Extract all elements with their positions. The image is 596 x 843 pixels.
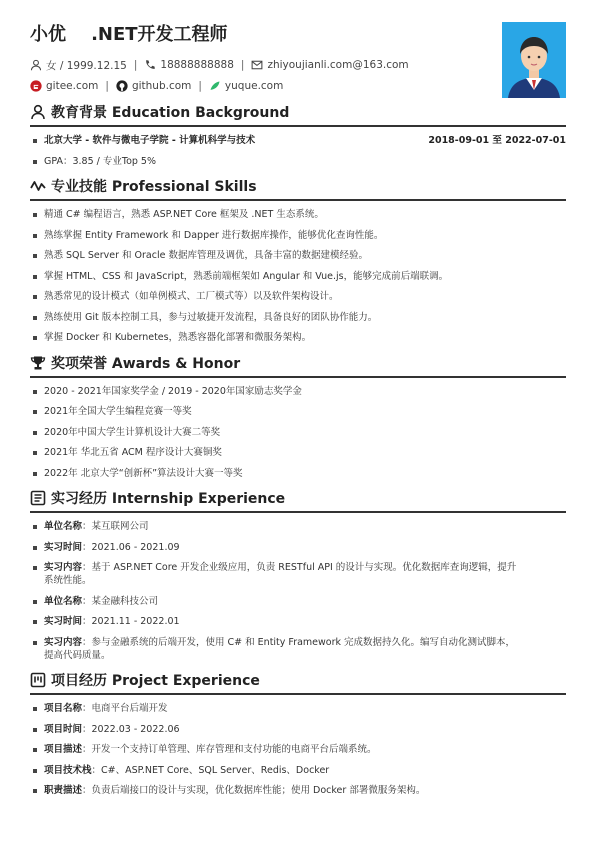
list-item: 2021年 华北五省 ACM 程序设计大赛铜奖: [30, 446, 566, 459]
yuque-link[interactable]: yuque.com: [224, 80, 284, 92]
project-list: [30, 702, 566, 797]
section-internship: [30, 487, 566, 513]
list-item: 实习时间：2021.06 - 2021.09: [30, 541, 566, 554]
section-education: [30, 101, 566, 127]
github-icon: [116, 80, 128, 92]
separator: |: [240, 59, 245, 71]
mail-icon: [251, 59, 263, 71]
skills-list: [30, 208, 566, 344]
list-item: 熟练掌握 Entity Framework 和 Dapper 进行数据库操作，能够优化查询性能。: [30, 229, 566, 242]
education-list: [30, 134, 566, 168]
school-name: 北京大学 - 软件与微电子学院 - 计算机科学与技术: [44, 135, 256, 146]
list-item: 掌握 HTML、CSS 和 JavaScript，熟悉前端框架如 Angular 和 Vue.js，能够完成前后端联调。: [30, 270, 566, 283]
section-skills: [30, 175, 566, 201]
github-link[interactable]: github.com: [131, 80, 192, 92]
list-item: 项目名称：电商平台后端开发: [30, 702, 566, 715]
section-awards: [30, 352, 566, 378]
list-item: [30, 134, 566, 147]
education-date: 2018-09-01 至 2022-07-01: [428, 135, 566, 146]
section-title-text: 专业技能 Professional Skills: [51, 179, 257, 195]
contact-row: [30, 56, 566, 74]
pulse-icon: [30, 178, 46, 194]
list-item: 2022年 北京大学“创新杯”算法设计大赛一等奖: [30, 467, 566, 480]
separator: |: [133, 59, 138, 71]
avatar: [502, 22, 566, 98]
section-project: [30, 669, 566, 695]
list-item: 熟练使用 Git 版本控制工具，参与过敏捷开发流程，具备良好的团队协作能力。: [30, 311, 566, 324]
list-item: 2021年全国大学生编程竞赛一等奖: [30, 405, 566, 418]
user-icon: [30, 104, 46, 120]
list-item: 精通 C# 编程语言，熟悉 ASP.NET Core 框架及 .NET 生态系统。: [30, 208, 566, 221]
section-title-text: 项目经历 Project Experience: [51, 673, 260, 689]
internship-list: [30, 520, 566, 662]
phone-number[interactable]: 18888888888: [160, 59, 234, 71]
separator: |: [105, 80, 109, 92]
list-item: 职责描述：负责后端接口的设计与实现，优化数据库性能；使用 Docker 部署微服务架构。: [30, 784, 566, 797]
list-item: 2020 - 2021年国家奖学金 / 2019 - 2020年国家励志奖学金: [30, 385, 566, 398]
section-title-text: 教育背景 Education Background: [51, 105, 290, 121]
user-icon: [30, 59, 42, 71]
list-item: 熟悉常见的设计模式（如单例模式、工厂模式等）以及软件架构设计。: [30, 290, 566, 303]
gender-birth: 女 / 1999.12.15: [46, 59, 127, 72]
separator: |: [198, 80, 202, 92]
list-item: 实习内容：参与金融系统的后端开发，使用 C# 和 Entity Framework 完成数据持久化。编写自动化测试脚本， 提高代码质量。: [30, 636, 566, 662]
list-item: 掌握 Docker 和 Kubernetes，熟悉容器化部署和微服务架构。: [30, 331, 566, 344]
page-title: 小优 .NET开发工程师: [30, 24, 228, 45]
section-title-text: 实习经历 Internship Experience: [51, 491, 286, 507]
list-item: 实习时间：2021.11 - 2022.01: [30, 615, 566, 628]
awards-list: [30, 385, 566, 480]
kanban-icon: [30, 672, 46, 688]
list-item: 实习内容：基于 ASP.NET Core 开发企业级应用，负责 RESTful API 的设计与实现。优化数据库查询逻辑，提升 系统性能。: [30, 561, 566, 587]
email-link[interactable]: zhiyoujianli.com@163.com: [267, 59, 409, 71]
links-row: [30, 77, 566, 95]
list-item: GPA：3.85 / 专业Top 5%: [30, 155, 566, 168]
trophy-icon: [30, 355, 46, 371]
list-item: 项目时间：2022.03 - 2022.06: [30, 723, 566, 736]
list-item: 单位名称：某互联网公司: [30, 520, 566, 533]
gitee-icon: [30, 80, 42, 92]
list-item: 2020年中国大学生计算机设计大赛二等奖: [30, 426, 566, 439]
list-item: 项目描述：开发一个支持订单管理、库存管理和支付功能的电商平台后端系统。: [30, 743, 566, 756]
list-item: 单位名称：某金融科技公司: [30, 595, 566, 608]
yuque-icon: [209, 80, 221, 92]
document-icon: [30, 490, 46, 506]
gitee-link[interactable]: gitee.com: [46, 80, 99, 92]
list-item: 项目技术栈：C#、ASP.NET Core、SQL Server、Redis、Docker: [30, 764, 566, 777]
list-item: 熟悉 SQL Server 和 Oracle 数据库管理及调优，具备丰富的数据建模经验。: [30, 249, 566, 262]
phone-icon: [144, 59, 156, 71]
section-title-text: 奖项荣誉 Awards & Honor: [51, 355, 241, 372]
